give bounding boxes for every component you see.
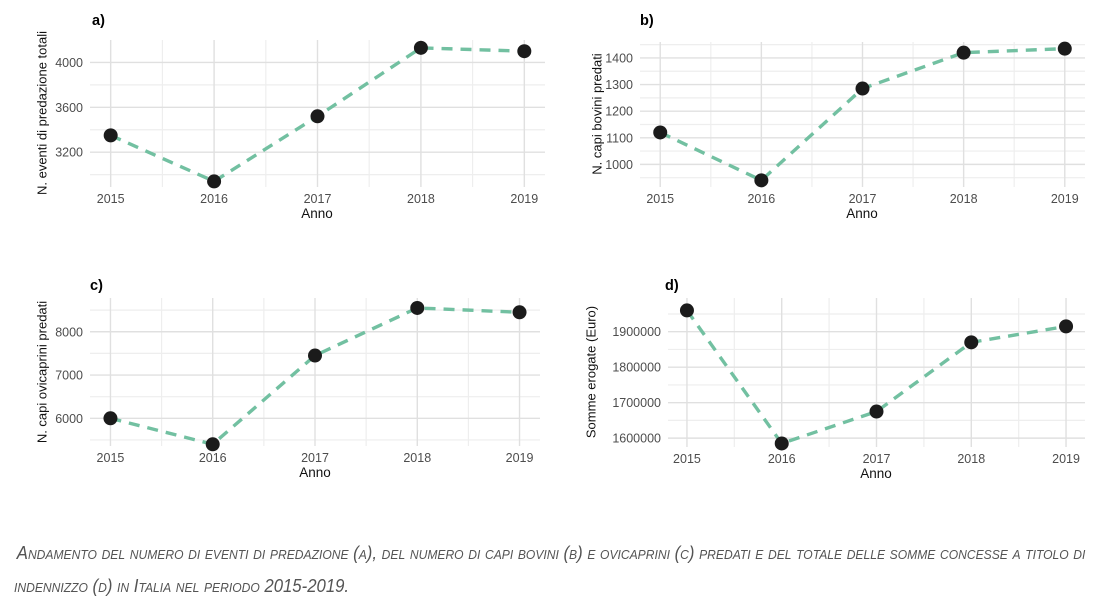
- chart-c: [30, 262, 560, 494]
- data-point: [410, 301, 424, 315]
- y-axis-title-d: Somme erogate (Euro): [583, 305, 599, 439]
- data-point: [964, 335, 978, 349]
- y-tick-label: 3200: [55, 145, 83, 160]
- data-point: [517, 44, 531, 58]
- data-point: [1059, 319, 1073, 333]
- chart-a: [30, 5, 560, 237]
- y-tick-label: 1000: [605, 157, 633, 172]
- y-axis-title-a: N. eventi di predazione totali: [34, 30, 50, 196]
- x-tick-label: 2019: [1052, 452, 1080, 466]
- y-tick-label: 1100: [606, 131, 633, 146]
- chart-d: [582, 262, 1100, 494]
- y-tick-label: 1700000: [612, 396, 661, 411]
- x-tick-label: 2017: [301, 451, 329, 465]
- x-tick-label: 2017: [848, 192, 877, 206]
- x-axis-title-d: Anno: [860, 466, 892, 481]
- data-point: [311, 109, 325, 123]
- plot-area-d: [582, 262, 1100, 494]
- chart-b: [582, 5, 1100, 237]
- y-tick-label: 7000: [55, 368, 83, 383]
- panel-letter-a: a): [92, 13, 105, 29]
- panel-letter-c: c): [90, 278, 103, 294]
- data-point: [103, 411, 117, 425]
- data-point: [207, 174, 221, 188]
- data-point: [957, 46, 971, 60]
- x-axis-title-b: Anno: [846, 206, 878, 221]
- data-point: [653, 125, 667, 139]
- data-point: [206, 437, 220, 451]
- data-point: [680, 303, 694, 317]
- x-tick-label: 2015: [96, 451, 125, 465]
- panel-letter-b: b): [640, 13, 654, 29]
- data-point: [308, 349, 322, 363]
- plot-area-b: [582, 5, 1100, 237]
- x-tick-label: 2019: [505, 451, 534, 465]
- plot-area-a: [30, 5, 560, 237]
- y-tick-label: 3600: [55, 100, 83, 115]
- x-tick-label: 2015: [673, 452, 701, 466]
- x-tick-label: 2017: [862, 452, 891, 466]
- data-point: [104, 128, 118, 142]
- figure-caption: Andamento del numero di eventi di predazione (a), del numero di capi bovini (b) e ovicaprini (c) predati e del totale delle somme concesse a titolo di indennizzo (d) in Italia nel periodo 2015-2019.: [14, 543, 1086, 596]
- y-tick-label: 8000: [55, 325, 83, 340]
- x-tick-label: 2019: [510, 192, 539, 206]
- y-tick-label: 4000: [55, 55, 83, 70]
- x-tick-label: 2016: [747, 192, 776, 206]
- x-tick-label: 2016: [198, 451, 227, 465]
- y-tick-label: 1300: [605, 78, 633, 93]
- x-tick-label: 2018: [949, 192, 978, 206]
- x-axis-title-a: Anno: [301, 206, 333, 221]
- plot-area-c: [30, 262, 560, 494]
- x-tick-label: 2018: [957, 452, 986, 466]
- y-tick-label: 1800000: [612, 360, 661, 375]
- y-tick-label: 6000: [55, 411, 83, 426]
- x-axis-title-c: Anno: [299, 465, 331, 480]
- data-point: [870, 405, 884, 419]
- y-tick-label: 1400: [605, 51, 633, 66]
- x-tick-label: 2015: [646, 192, 675, 206]
- x-tick-label: 2018: [407, 192, 435, 206]
- y-tick-label: 1900000: [612, 325, 661, 340]
- data-point: [775, 436, 789, 450]
- y-axis-title-c: N. capi ovicaprini predati: [34, 300, 50, 444]
- y-axis-title-b: N. capi bovini predati: [589, 53, 605, 175]
- x-tick-label: 2016: [767, 452, 796, 466]
- y-tick-label: 1200: [605, 104, 633, 119]
- data-point: [1058, 42, 1072, 56]
- data-point: [513, 305, 527, 319]
- x-tick-label: 2016: [200, 192, 228, 206]
- data-point: [414, 41, 428, 55]
- x-tick-label: 2019: [1050, 192, 1079, 206]
- y-tick-label: 1600000: [612, 431, 661, 446]
- x-tick-label: 2018: [403, 451, 432, 465]
- x-tick-label: 2017: [303, 192, 332, 206]
- data-point: [856, 82, 870, 96]
- data-point: [754, 173, 768, 187]
- x-tick-label: 2015: [96, 192, 125, 206]
- panel-letter-d: d): [665, 278, 679, 294]
